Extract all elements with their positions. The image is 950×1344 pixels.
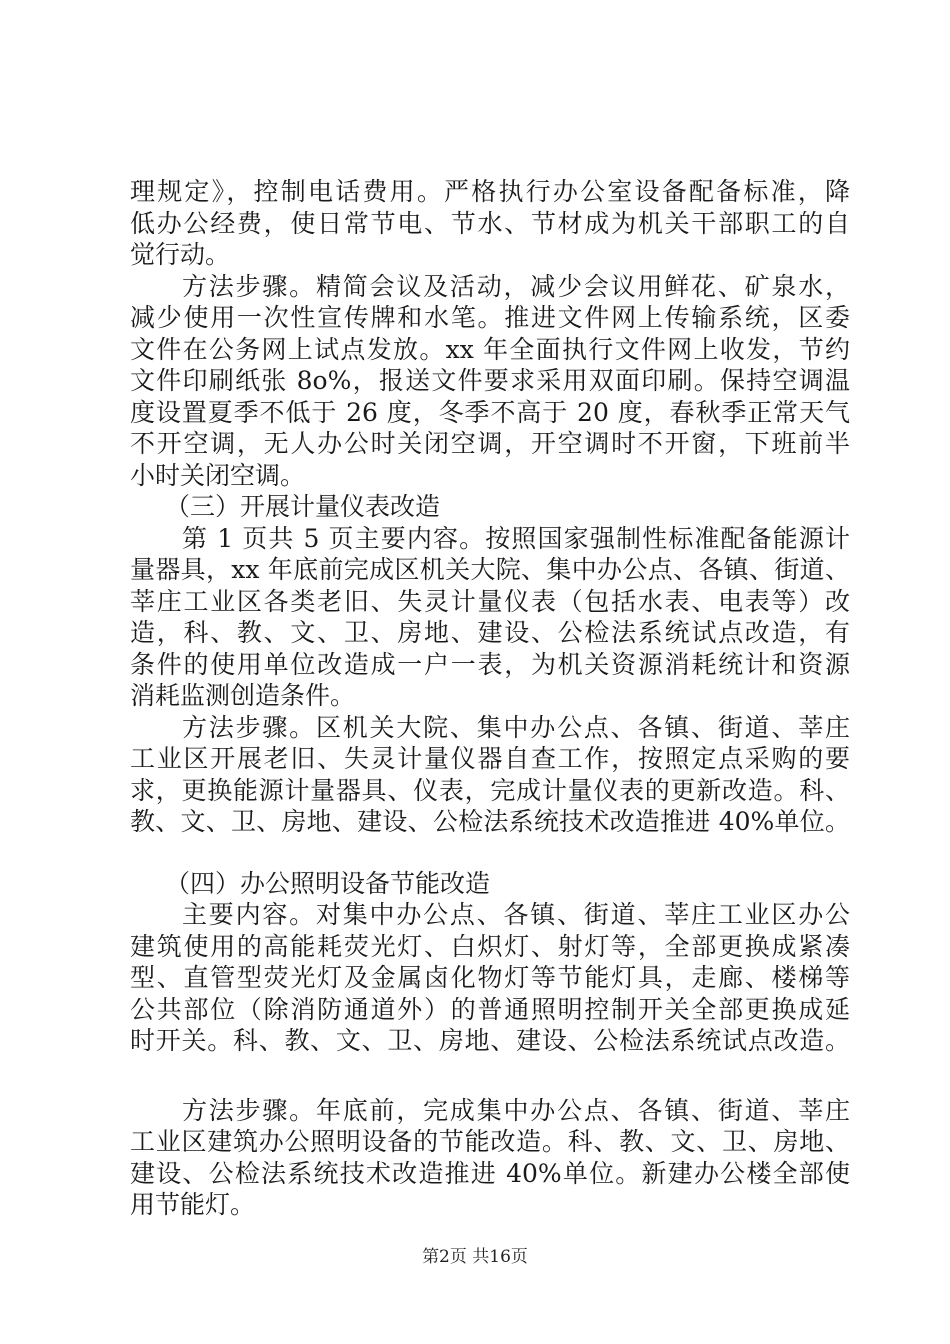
text-line: 低办公经费，使日常节电、节水、节材成为机关干部职工的自 xyxy=(130,208,850,238)
text-line: 建筑使用的高能耗荧光灯、白炽灯、射灯等，全部更换成紧凑 xyxy=(130,931,850,961)
text-line: 度设置夏季不低于 26 度，冬季不高于 20 度，春秋季正常天气 xyxy=(130,397,850,427)
paragraph xyxy=(130,271,850,492)
text-line: 理规定》，控制电话费用。严格执行办公室设备配备标准，降 xyxy=(130,177,850,206)
text-line: 方法步骤。区机关大院、集中办公点、各镇、街道、莘庄 xyxy=(182,712,850,742)
text-line: 主要内容。对集中办公点、各镇、街道、莘庄工业区办公 xyxy=(182,900,850,929)
paragraph xyxy=(130,176,850,271)
spacer xyxy=(130,838,850,868)
section-heading: （三）开展计量仪表改造 xyxy=(165,492,441,521)
text-line: 用节能灯。 xyxy=(130,1190,256,1219)
text-line: 条件的使用单位改造成一户一表，为机关资源消耗统计和资源 xyxy=(130,649,850,679)
paragraph xyxy=(130,523,850,712)
text-line: 造，科、教、文、卫、房地、建设、公检法系统试点改造，有 xyxy=(130,618,850,647)
text-line: 公共部位（除消防通道外）的普通照明控制开关全部更换成延 xyxy=(130,994,850,1024)
text-line: 消耗监测创造条件。 xyxy=(130,681,356,710)
text-line: 小时关闭空调。 xyxy=(130,460,306,490)
text-line: 教、文、卫、房地、建设、公检法系统技术改造推进 40%单位。 xyxy=(130,807,850,836)
spacer xyxy=(130,1057,850,1095)
text-line: 工业区开展老旧、失灵计量仪器自查工作，按照定点采购的要 xyxy=(130,744,850,773)
text-line: 减少使用一次性宣传牌和水笔。推进文件网上传输系统，区委 xyxy=(130,303,850,332)
text-line: 莘庄工业区各类老旧、失灵计量仪表（包括水表、电表等）改 xyxy=(130,586,850,616)
text-line: 觉行动。 xyxy=(130,240,231,269)
paragraph xyxy=(130,1095,850,1221)
text-line: 建设、公检法系统技术改造推进 40%单位。新建办公楼全部使 xyxy=(130,1158,850,1188)
text-line: 时开关。科、教、文、卫、房地、建设、公检法系统试点改造。 xyxy=(130,1026,850,1055)
text-line: 文件在公务网上试点发放。xx 年全面执行文件网上收发，节约 xyxy=(130,334,850,364)
page-footer: 第2页 共16页 xyxy=(422,1247,528,1267)
text-line: 不开空调，无人办公时关闭空调，开空调时不开窗，下班前半 xyxy=(130,429,850,458)
document-body xyxy=(130,176,850,1221)
paragraph xyxy=(130,899,850,1057)
text-line: 型、直管型荧光灯及金属卤化物灯等节能灯具，走廊、楼梯等 xyxy=(130,963,850,992)
text-line: 方法步骤。年底前，完成集中办公点、各镇、街道、莘庄 xyxy=(182,1095,850,1125)
text-line: 方法步骤。精简会议及活动，减少会议用鲜花、矿泉水， xyxy=(182,271,850,301)
paragraph xyxy=(130,712,850,838)
text-line: 文件印刷纸张 8o%，报送文件要求采用双面印刷。保持空调温 xyxy=(130,366,850,395)
section-heading: （四）办公照明设备节能改造 xyxy=(165,868,491,898)
text-line: 量器具，xx 年底前完成区机关大院、集中办公点、各镇、街道、 xyxy=(130,555,850,584)
text-line: 求，更换能源计量器具、仪表，完成计量仪表的更新改造。科、 xyxy=(130,775,850,805)
text-line: 第 1 页共 5 页主要内容。按照国家强制性标准配备能源计 xyxy=(182,523,850,553)
text-line: 工业区建筑办公照明设备的节能改造。科、教、文、卫、房地、 xyxy=(130,1127,850,1156)
